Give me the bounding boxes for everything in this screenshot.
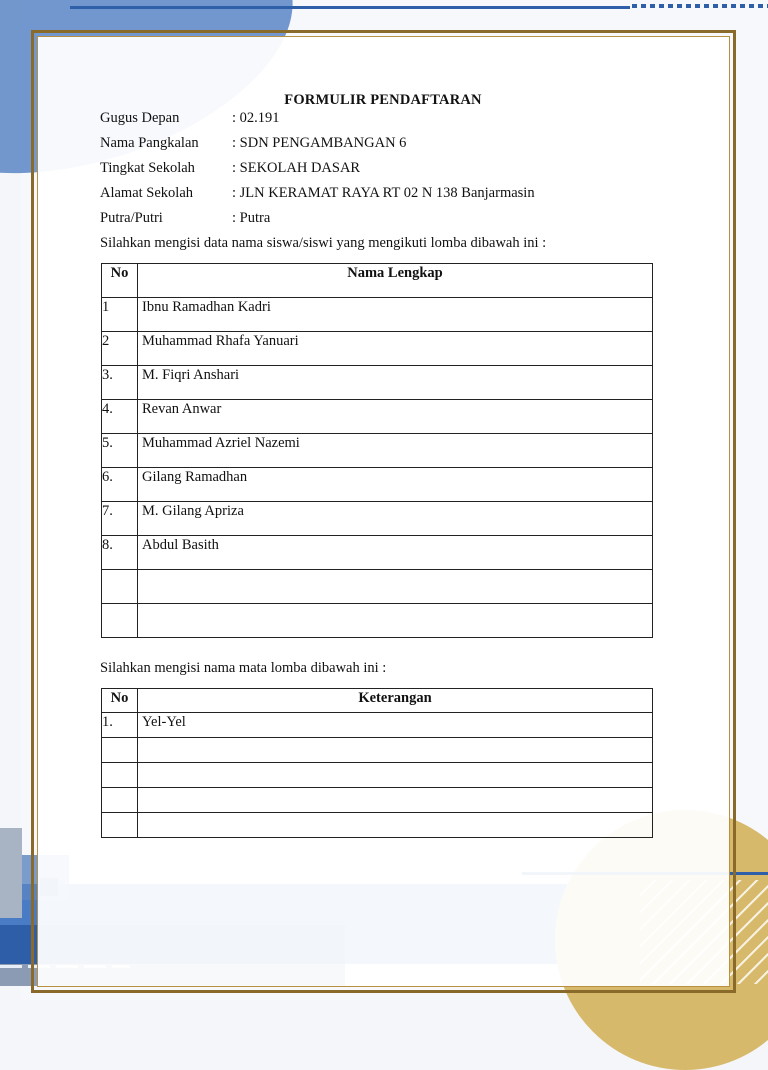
row-no — [102, 570, 138, 604]
row-no: 5. — [102, 434, 138, 468]
table-row — [102, 788, 653, 813]
row-name[interactable]: Revan Anwar — [138, 400, 653, 434]
info-value: : Putra — [232, 210, 271, 226]
table-row — [102, 738, 653, 763]
row-name[interactable]: Ibnu Ramadhan Kadri — [138, 298, 653, 332]
info-label: Putra/Putri — [100, 210, 163, 226]
row-desc[interactable] — [138, 788, 653, 813]
info-value: : SDN PENGAMBANGAN 6 — [232, 135, 407, 151]
table-row — [102, 298, 653, 332]
table-row — [102, 366, 653, 400]
table-row — [102, 434, 653, 468]
row-no: 4. — [102, 400, 138, 434]
row-no — [102, 813, 138, 838]
info-value: : SEKOLAH DASAR — [232, 160, 361, 176]
table-row — [102, 400, 653, 434]
row-no: 1. — [102, 713, 138, 738]
header-name: Nama Lengkap — [138, 264, 653, 298]
students-instruction: Silahkan mengisi data nama siswa/siswi yang mengikuti lomba dibawah ini : — [100, 235, 547, 251]
row-no: 6. — [102, 468, 138, 502]
table-row — [102, 763, 653, 788]
competition-instruction: Silahkan mengisi nama mata lomba dibawah ini : — [100, 660, 387, 676]
table-row — [102, 570, 653, 604]
row-name[interactable]: Muhammad Rhafa Yanuari — [138, 332, 653, 366]
row-desc[interactable] — [138, 763, 653, 788]
info-label: Nama Pangkalan — [100, 135, 199, 151]
table-row — [102, 713, 653, 738]
table-header-row — [102, 689, 653, 713]
table-row — [102, 813, 653, 838]
row-no: 7. — [102, 502, 138, 536]
info-label: Gugus Depan — [100, 110, 180, 126]
students-table — [101, 263, 653, 638]
info-label: Alamat Sekolah — [100, 185, 194, 201]
info-value: : 02.191 — [232, 110, 280, 126]
row-no — [102, 738, 138, 763]
row-no — [102, 788, 138, 813]
row-no: 3. — [102, 366, 138, 400]
row-no — [102, 604, 138, 638]
header-no: No — [102, 264, 138, 298]
header-desc: Keterangan — [138, 689, 653, 713]
row-desc[interactable] — [138, 813, 653, 838]
row-desc[interactable]: Yel-Yel — [138, 713, 653, 738]
row-name[interactable]: Abdul Basith — [138, 536, 653, 570]
row-name[interactable]: Gilang Ramadhan — [138, 468, 653, 502]
row-desc[interactable] — [138, 738, 653, 763]
table-row — [102, 468, 653, 502]
row-name[interactable]: M. Fiqri Anshari — [138, 366, 653, 400]
info-value: : JLN KERAMAT RAYA RT 02 N 138 Banjarmasin — [232, 185, 535, 201]
table-row — [102, 332, 653, 366]
row-name[interactable] — [138, 570, 653, 604]
row-name[interactable]: M. Gilang Apriza — [138, 502, 653, 536]
competition-table — [101, 688, 653, 838]
header-no: No — [102, 689, 138, 713]
table-row — [102, 604, 653, 638]
row-no — [102, 763, 138, 788]
form-title: FORMULIR PENDAFTARAN — [284, 92, 482, 108]
table-header-row — [102, 264, 653, 298]
row-name[interactable]: Muhammad Azriel Nazemi — [138, 434, 653, 468]
row-no: 1 — [102, 298, 138, 332]
info-label: Tingkat Sekolah — [100, 160, 195, 176]
row-no: 2 — [102, 332, 138, 366]
table-row — [102, 536, 653, 570]
table-row — [102, 502, 653, 536]
row-no: 8. — [102, 536, 138, 570]
row-name[interactable] — [138, 604, 653, 638]
